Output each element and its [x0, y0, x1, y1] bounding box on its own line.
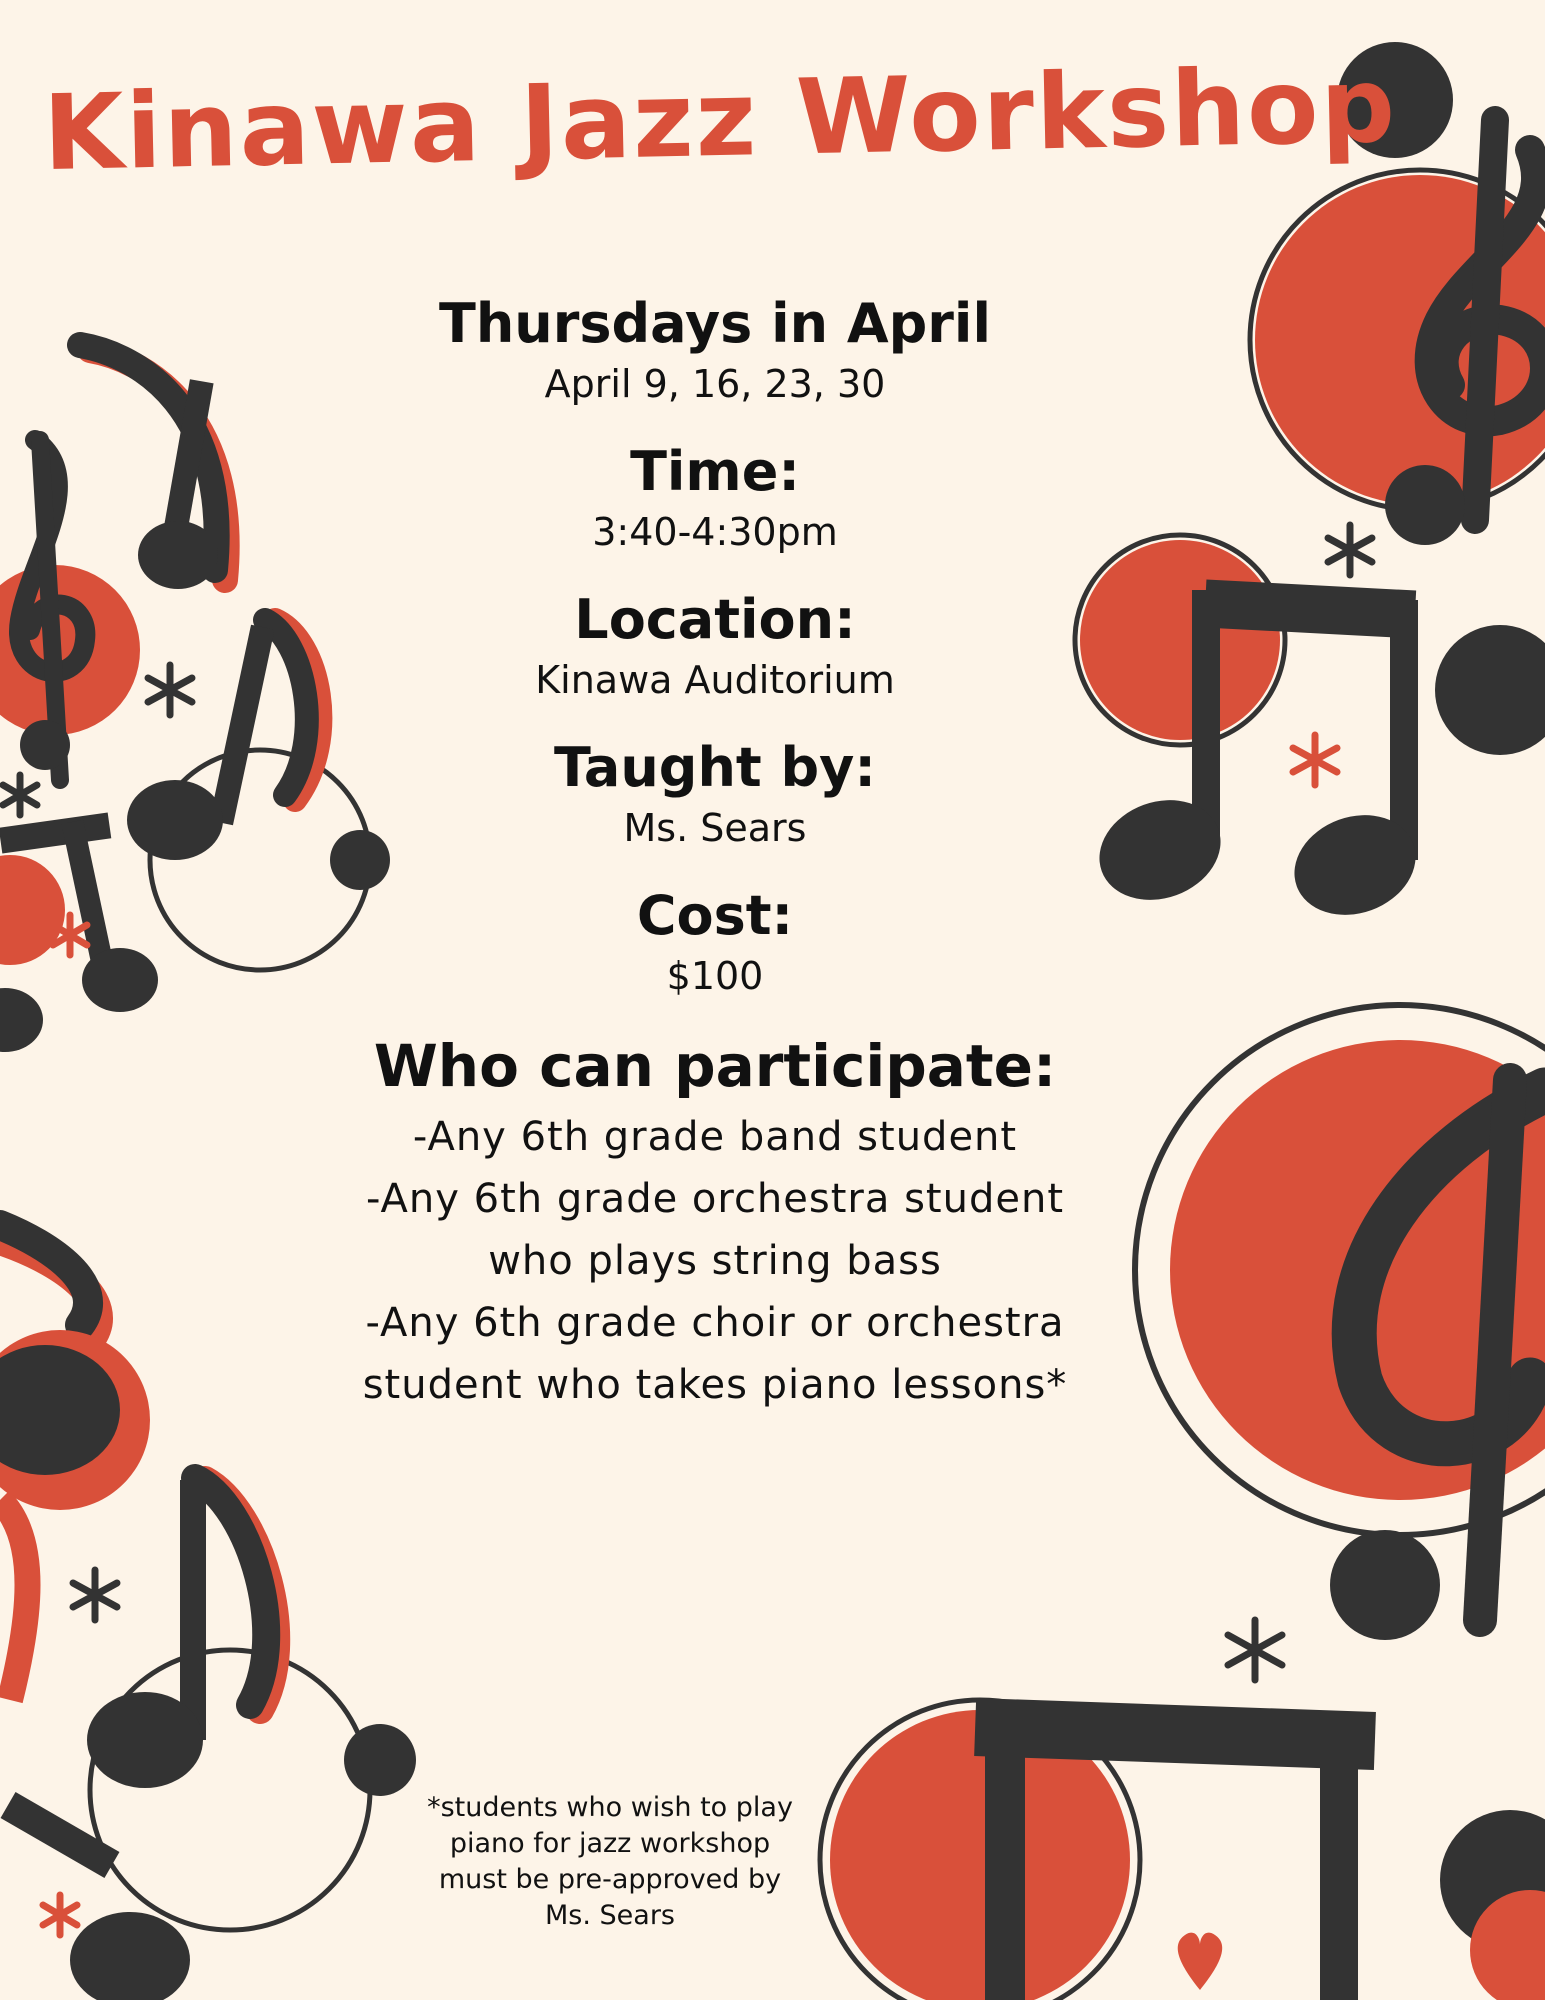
dates-section	[280, 290, 1150, 410]
dates-value: April 9, 16, 23, 30	[544, 362, 886, 406]
location-section	[280, 586, 1150, 706]
participants-section	[280, 1030, 1150, 1416]
teacher-heading: Taught by:	[554, 736, 876, 799]
list-item: -Any 6th grade band student	[412, 1114, 1018, 1160]
time-value: 3:40-4:30pm	[592, 510, 838, 554]
cost-heading: Cost:	[636, 884, 794, 947]
time-heading: Time:	[630, 440, 800, 503]
participants-heading: Who can participate:	[373, 1032, 1057, 1100]
dates-heading: Thursdays in April	[439, 292, 991, 355]
time-section	[280, 438, 1150, 558]
cost-value: $100	[666, 954, 764, 998]
teacher-value: Ms. Sears	[623, 806, 807, 850]
teacher-section	[280, 734, 1150, 854]
location-value: Kinawa Auditorium	[535, 658, 895, 702]
cost-section	[280, 882, 1150, 1002]
footnote: *students who wish to play piano for jazz workshop must be pre-approved by Ms. Sears	[427, 1792, 793, 1931]
participants-list	[280, 1106, 1150, 1416]
list-item: student who takes piano lessons*	[362, 1362, 1068, 1408]
page-title: Kinawa Jazz Workshop	[41, 43, 1399, 195]
list-item: -Any 6th grade orchestra student	[365, 1176, 1064, 1222]
location-heading: Location:	[574, 588, 856, 651]
event-details	[280, 290, 1150, 1444]
list-item: -Any 6th grade choir or orchestra	[365, 1300, 1065, 1346]
list-item: who plays string bass	[488, 1238, 942, 1284]
